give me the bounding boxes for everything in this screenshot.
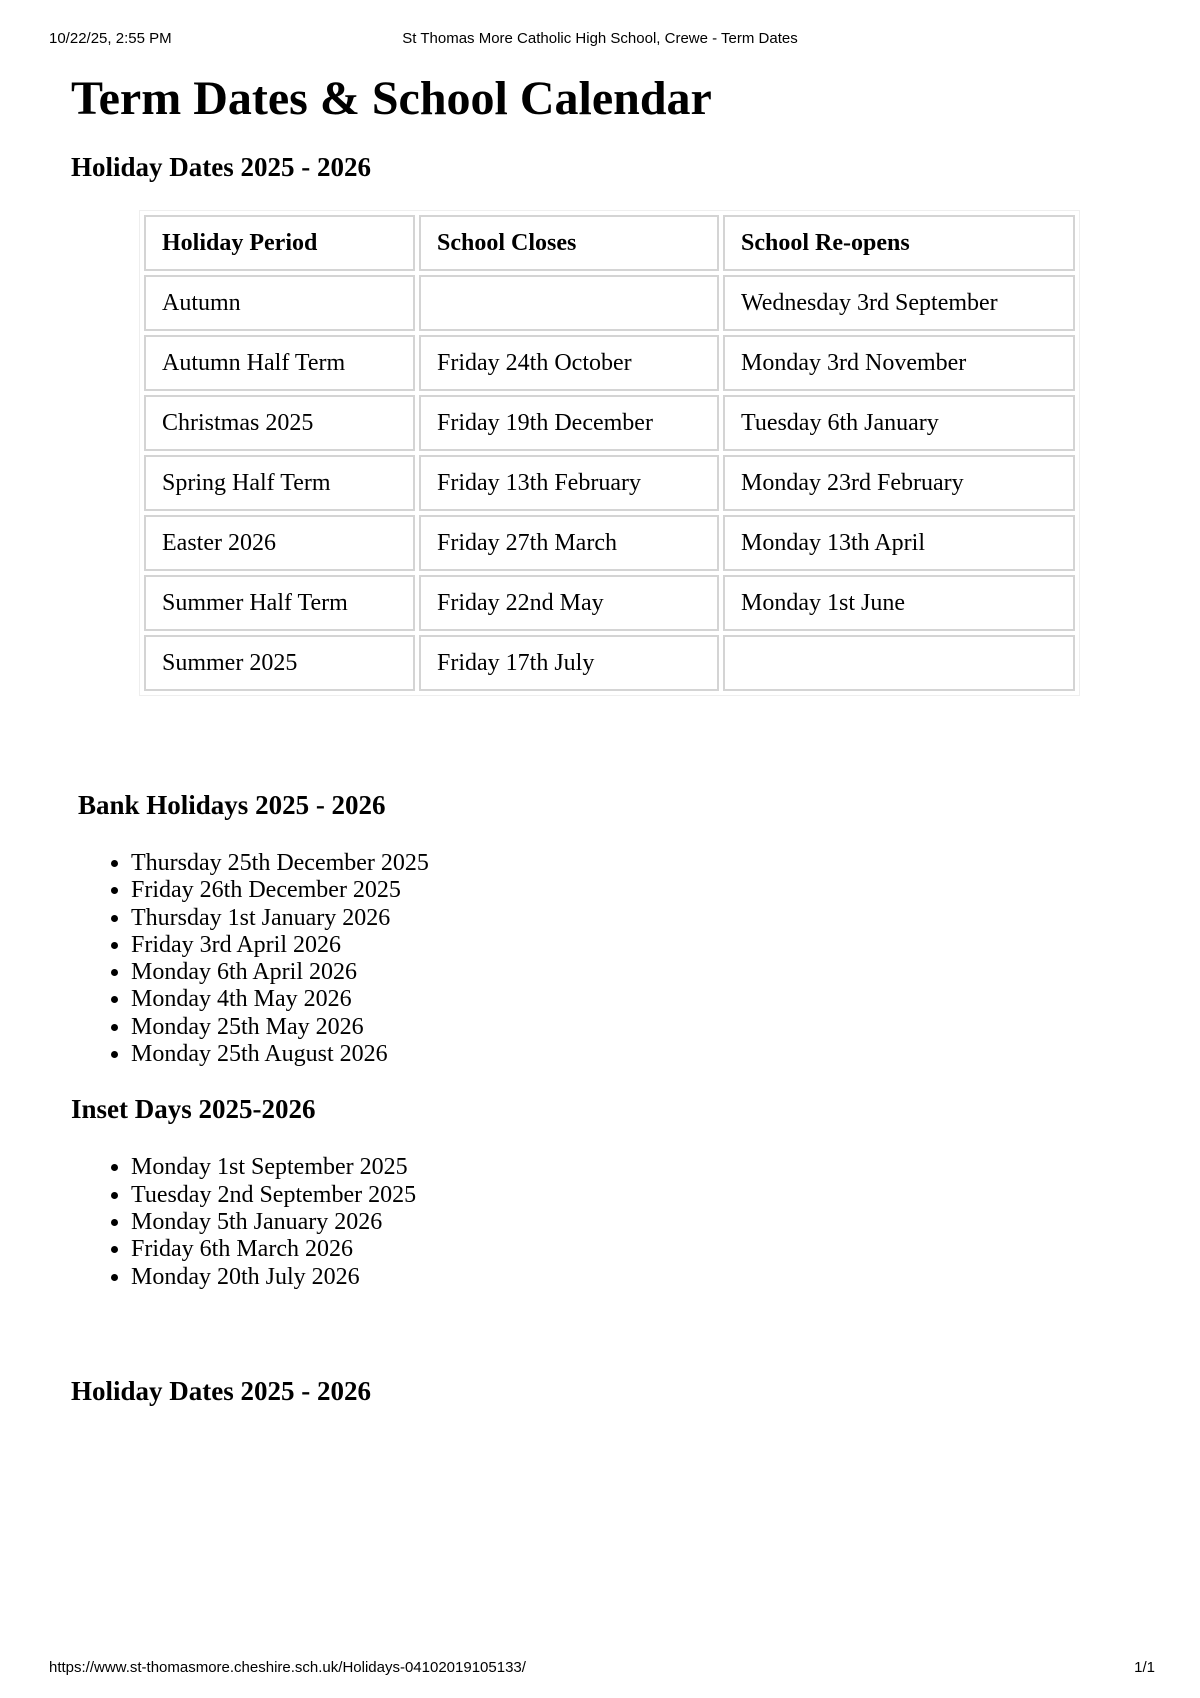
- list-item: • Monday 25th May 2026: [131, 1014, 1131, 1041]
- table-row: [144, 515, 1075, 571]
- table-header-row: [144, 215, 1075, 271]
- holiday-dates-table: [139, 210, 1080, 696]
- print-page-indicator: 1/1: [1134, 1659, 1155, 1676]
- table-cell: Monday 23rd February: [723, 455, 1075, 511]
- column-header-holiday-period: Holiday Period: [144, 215, 415, 271]
- print-document-title: St Thomas More Catholic High School, Crewe - Term Dates: [402, 30, 798, 47]
- table-cell: Summer Half Term: [144, 575, 415, 631]
- table-cell: Summer 2025: [144, 635, 415, 691]
- column-header-school-closes: School Closes: [419, 215, 719, 271]
- list-item: • Thursday 1st January 2026: [131, 905, 1131, 932]
- list-item: • Monday 20th July 2026: [131, 1264, 1131, 1291]
- page-title: Term Dates & School Calendar: [71, 72, 712, 125]
- list-item: • Monday 1st September 2025: [131, 1154, 1131, 1181]
- table-cell: Spring Half Term: [144, 455, 415, 511]
- list-item: • Monday 5th January 2026: [131, 1209, 1131, 1236]
- table-row: [144, 335, 1075, 391]
- table-cell: Autumn: [144, 275, 415, 331]
- inset-days-list: [71, 1154, 1131, 1290]
- list-item: • Monday 25th August 2026: [131, 1041, 1131, 1068]
- list-item: • Thursday 25th December 2025: [131, 850, 1131, 877]
- print-page-url: https://www.st-thomasmore.cheshire.sch.uk/Holidays-04102019105133/: [49, 1659, 526, 1676]
- table-cell: Friday 27th March: [419, 515, 719, 571]
- table-cell: Monday 13th April: [723, 515, 1075, 571]
- bank-holidays-heading: Bank Holidays 2025 - 2026: [78, 790, 386, 820]
- holiday-dates-heading-repeat: Holiday Dates 2025 - 2026: [71, 1375, 371, 1406]
- table-cell: Friday 24th October: [419, 335, 719, 391]
- table-cell: Friday 17th July: [419, 635, 719, 691]
- list-item: • Friday 26th December 2025: [131, 877, 1131, 904]
- table-row: [144, 635, 1075, 691]
- table-cell: Friday 13th February: [419, 455, 719, 511]
- list-item: • Tuesday 2nd September 2025: [131, 1182, 1131, 1209]
- table-cell: Tuesday 6th January: [723, 395, 1075, 451]
- table-cell: Friday 19th December: [419, 395, 719, 451]
- table-cell: Friday 22nd May: [419, 575, 719, 631]
- list-item: • Monday 4th May 2026: [131, 986, 1131, 1013]
- holiday-dates-heading: Holiday Dates 2025 - 2026: [71, 152, 371, 182]
- table-row: [144, 575, 1075, 631]
- list-item: • Friday 6th March 2026: [131, 1236, 1131, 1263]
- table-cell: Monday 3rd November: [723, 335, 1075, 391]
- table-cell: Monday 1st June: [723, 575, 1075, 631]
- page-content: [71, 68, 1131, 1408]
- bank-holidays-list: [71, 850, 1131, 1068]
- table-row: [144, 455, 1075, 511]
- table-row: [144, 395, 1075, 451]
- list-item: • Friday 3rd April 2026: [131, 932, 1131, 959]
- print-timestamp: 10/22/25, 2:55 PM: [49, 30, 172, 47]
- table-row: [144, 275, 1075, 331]
- table-cell: Autumn Half Term: [144, 335, 415, 391]
- inset-days-heading: Inset Days 2025-2026: [71, 1094, 316, 1125]
- table-cell: Christmas 2025: [144, 395, 415, 451]
- column-header-school-reopens: School Re-opens: [723, 215, 1075, 271]
- table-cell: Wednesday 3rd September: [723, 275, 1075, 331]
- list-item: • Monday 6th April 2026: [131, 959, 1131, 986]
- table-cell: [419, 275, 719, 331]
- table-cell: Easter 2026: [144, 515, 415, 571]
- table-cell: [723, 635, 1075, 691]
